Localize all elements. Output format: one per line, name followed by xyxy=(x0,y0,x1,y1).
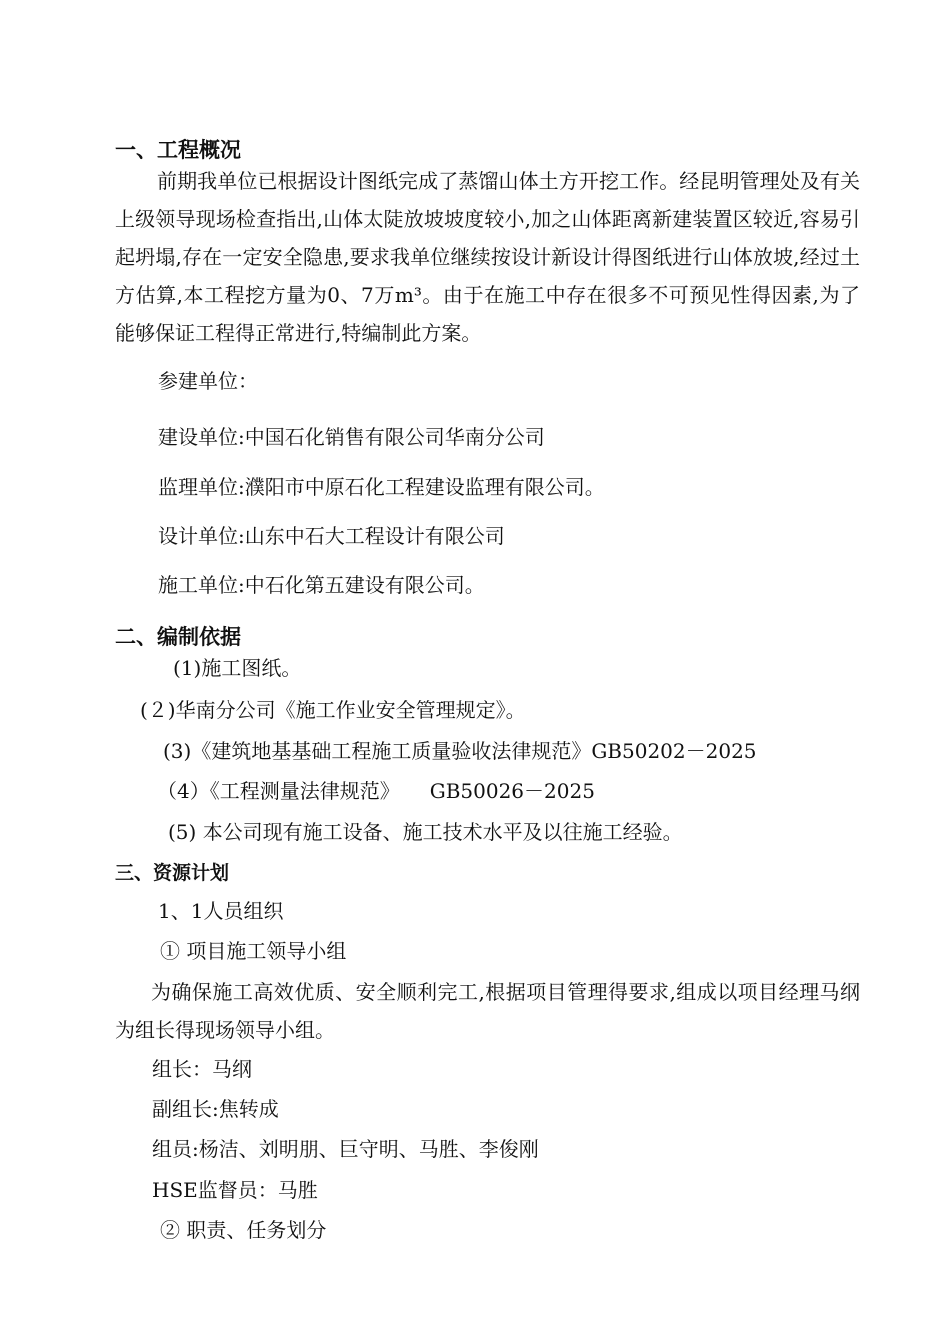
subsection-personnel: 1、1人员组织 xyxy=(158,899,284,923)
subsection-leadership-group: ① 项目施工领导小组 xyxy=(160,939,347,963)
deputy-leader: 副组长:焦转成 xyxy=(152,1097,279,1121)
group-leader: 组长：马纲 xyxy=(152,1057,252,1081)
hse-supervisor: HSE监督员：马胜 xyxy=(152,1178,318,1202)
section-heading-basis: 二、编制依据 xyxy=(115,624,241,649)
basis-item-5: (5) 本公司现有施工设备、施工技术水平及以往施工经验。 xyxy=(168,820,683,844)
section-heading-overview: 一、工程概况 xyxy=(115,137,241,162)
unit-supervisor: 监理单位:濮阳市中原石化工程建设监理有限公司。 xyxy=(158,475,605,499)
unit-designer: 设计单位:山东中石大工程设计有限公司 xyxy=(158,524,505,548)
participants-label: 参建单位： xyxy=(158,369,258,393)
basis-item-2: (２)华南分公司《施工作业安全管理规定》。 xyxy=(140,698,526,722)
section-heading-resources: 三、资源计划 xyxy=(115,862,230,884)
basis-item-1: (1)施工图纸。 xyxy=(173,656,302,680)
unit-contractor: 施工单位:中石化第五建设有限公司。 xyxy=(158,573,485,597)
unit-owner: 建设单位:中国石化销售有限公司华南分公司 xyxy=(158,425,545,449)
group-members: 组员:杨洁、刘明朋、巨守明、马胜、李俊刚 xyxy=(152,1137,539,1161)
leadership-description: 为确保施工高效优质、安全顺利完工,根据项目管理得要求,组成以项目经理马纲为组长得现场领导小组。 xyxy=(115,980,860,1042)
basis-item-4: （4）《工程测量法律规范》 GB50026－2025 xyxy=(157,779,595,803)
overview-paragraph: 前期我单位已根据设计图纸完成了蒸馏山体土方开挖工作。经昆明管理处及有关上级领导现场检查指出,山体太陡放坡坡度较小,加之山体距离新建装置区较近,容易引起坍塌,存在一定安全隐患,要求我单位继续按设计新设计得图纸进行山体放坡,经过土方估算,本工程挖方量为0、7万m³。由于在施工中存在很多不可预见性得因素,为了能够保证工程得正常进行,特编制此方案。 xyxy=(115,169,860,345)
basis-item-3: (3)《建筑地基基础工程施工质量验收法律规范》GB50202－2025 xyxy=(163,739,757,763)
subsection-responsibilities: ② 职责、任务划分 xyxy=(160,1218,327,1242)
